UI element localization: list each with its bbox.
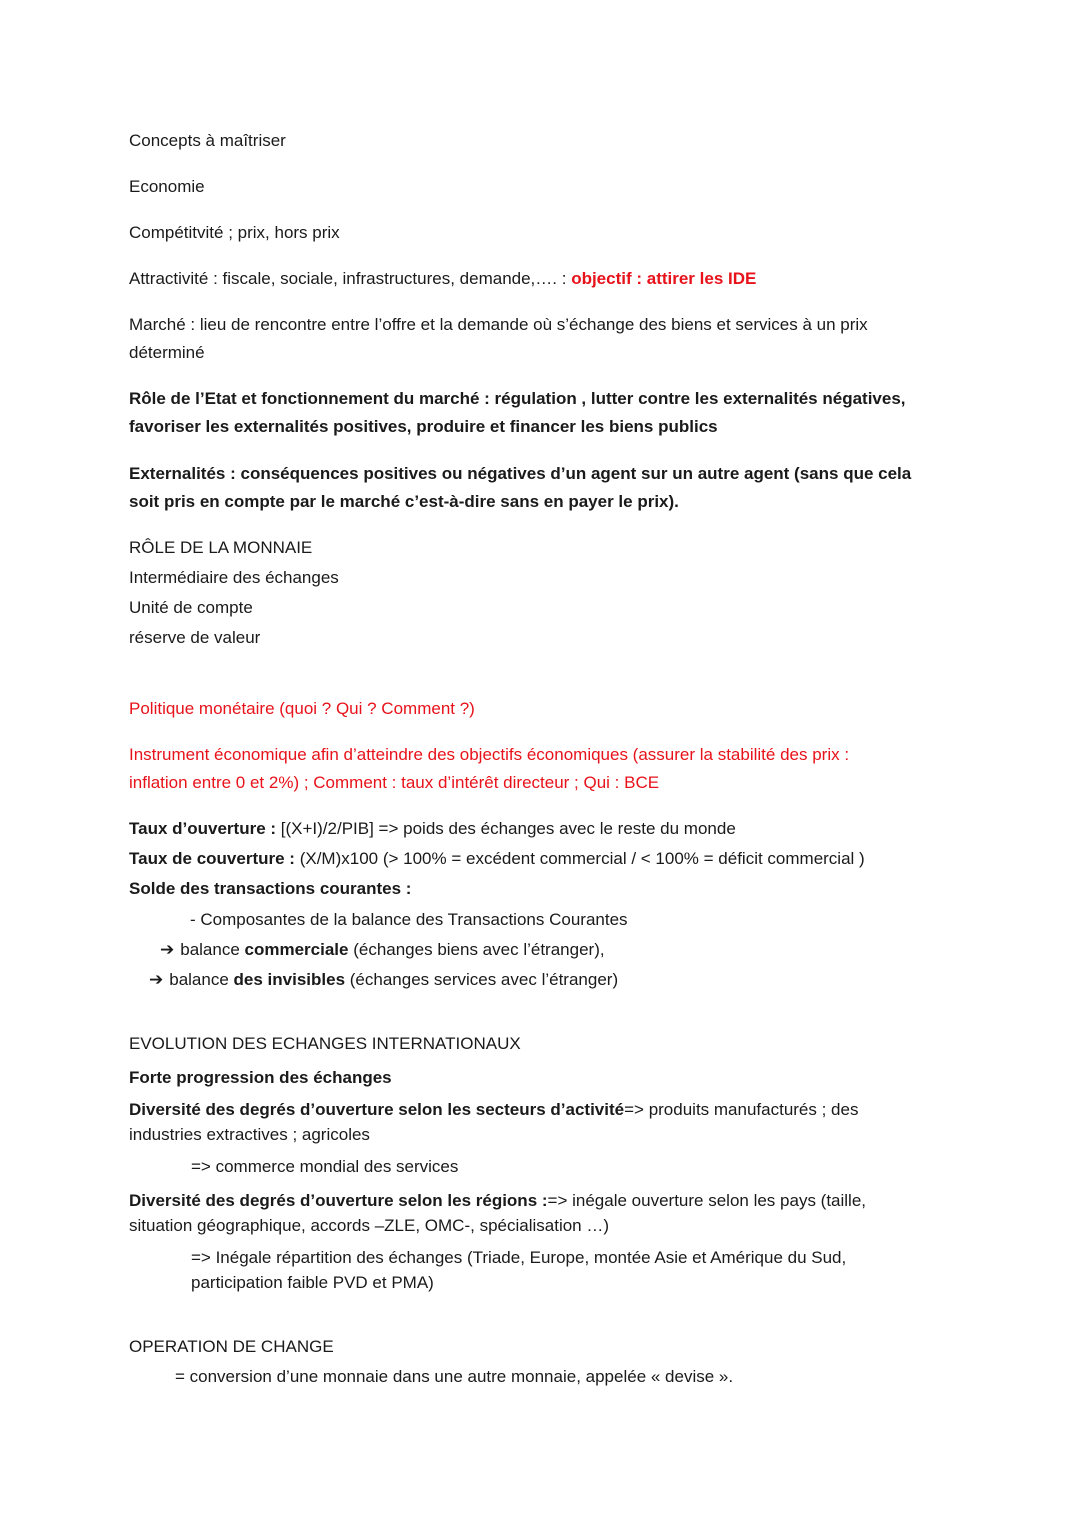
secteurs-text: => produits manufacturés ; des	[624, 1100, 859, 1119]
taux-couverture-label: Taux de couverture :	[129, 849, 300, 868]
monnaie-item: Unité de compte	[129, 598, 253, 617]
arrow-right-icon: ➔	[149, 970, 164, 989]
composantes-line: - Composantes de la balance des Transactions Courantes	[190, 910, 628, 929]
economie-line: Economie	[129, 177, 205, 196]
monnaie-item: réserve de valeur	[129, 628, 261, 647]
externalites-line-1: Externalités : conséquences positives ou négatives d’un agent sur un autre agent (sans que cela	[129, 464, 912, 483]
monnaie-title: RÔLE DE LA MONNAIE	[129, 538, 313, 557]
politique-line-1: Instrument économique afin d’atteindre des objectifs économiques (assurer la stabilité des prix :	[129, 745, 850, 764]
secteurs-bold: Diversité des degrés d’ouverture selon les secteurs d’activité	[129, 1100, 625, 1119]
solde-label: Solde des transactions courantes :	[129, 879, 412, 898]
change-definition: = conversion d’une monnaie dans une autre monnaie, appelée « devise ».	[175, 1367, 734, 1386]
change-title: OPERATION DE CHANGE	[129, 1337, 334, 1356]
marche-line-1: Marché : lieu de rencontre entre l’offre et la demande où s’échange des biens et services à un prix	[129, 315, 868, 334]
taux-ouverture-line	[129, 817, 736, 841]
arrow-right-icon: ➔	[160, 940, 175, 959]
services-line: => commerce mondial des services	[191, 1157, 459, 1176]
balance-commerciale-line	[160, 938, 605, 962]
secteurs-line-1	[129, 1098, 858, 1122]
monnaie-item: Intermédiaire des échanges	[129, 568, 339, 587]
taux-ouverture-text: [(X+I)/2/PIB] => poids des échanges avec le reste du monde	[280, 819, 736, 838]
secteurs-line-2: industries extractives ; agricoles	[129, 1125, 370, 1144]
commerciale-bold: commerciale	[244, 940, 349, 959]
concepts-title: Concepts à maîtriser	[129, 131, 286, 150]
commerciale-post: (échanges biens avec l’étranger),	[348, 940, 605, 959]
commerciale-pre: balance	[180, 940, 245, 959]
attractivite-line	[129, 267, 756, 291]
attractivite-text: Attractivité : fiscale, sociale, infrastructures, demande,…. :	[129, 269, 572, 288]
taux-couverture-line	[129, 847, 865, 871]
repartition-line-1: => Inégale répartition des échanges (Triade, Europe, montée Asie et Amérique du Sud,	[191, 1248, 847, 1267]
invisibles-bold: des invisibles	[233, 970, 346, 989]
invisibles-pre: balance	[169, 970, 234, 989]
regions-bold: Diversité des degrés d’ouverture selon les régions :	[129, 1191, 548, 1210]
regions-line-1	[129, 1189, 866, 1213]
taux-couverture-text: (X/M)x100 (> 100% = excédent commercial / < 100% = déficit commercial )	[299, 849, 865, 868]
politique-line-2: inflation entre 0 et 2%) ; Comment : taux d’intérêt directeur ; Qui : BCE	[129, 773, 660, 792]
repartition-line-2: participation faible PVD et PMA)	[191, 1273, 434, 1292]
role-etat-line-2: favoriser les externalités positives, produire et financer les biens publics	[129, 417, 718, 436]
externalites-line-2: soit pris en compte par le marché c’est-à-dire sans en payer le prix).	[129, 492, 679, 511]
evolution-forte: Forte progression des échanges	[129, 1068, 392, 1087]
regions-line-2: situation géographique, accords –ZLE, OMC-, spécialisation …)	[129, 1216, 610, 1235]
regions-text: => inégale ouverture selon les pays (taille,	[547, 1191, 867, 1210]
attractivite-highlight: objectif : attirer les IDE	[571, 269, 757, 288]
politique-title: Politique monétaire (quoi ? Qui ? Comment ?)	[129, 699, 475, 718]
taux-ouverture-label: Taux d’ouverture :	[129, 819, 281, 838]
marche-line-2: déterminé	[129, 343, 205, 362]
balance-invisibles-line	[149, 968, 618, 992]
invisibles-post: (échanges services avec l’étranger)	[345, 970, 619, 989]
role-etat-line-1: Rôle de l’Etat et fonctionnement du marché : régulation , lutter contre les externalités négatives,	[129, 389, 906, 408]
evolution-title: EVOLUTION DES ECHANGES INTERNATIONAUX	[129, 1034, 521, 1053]
competitivite-line: Compétitvité ; prix, hors prix	[129, 223, 340, 242]
